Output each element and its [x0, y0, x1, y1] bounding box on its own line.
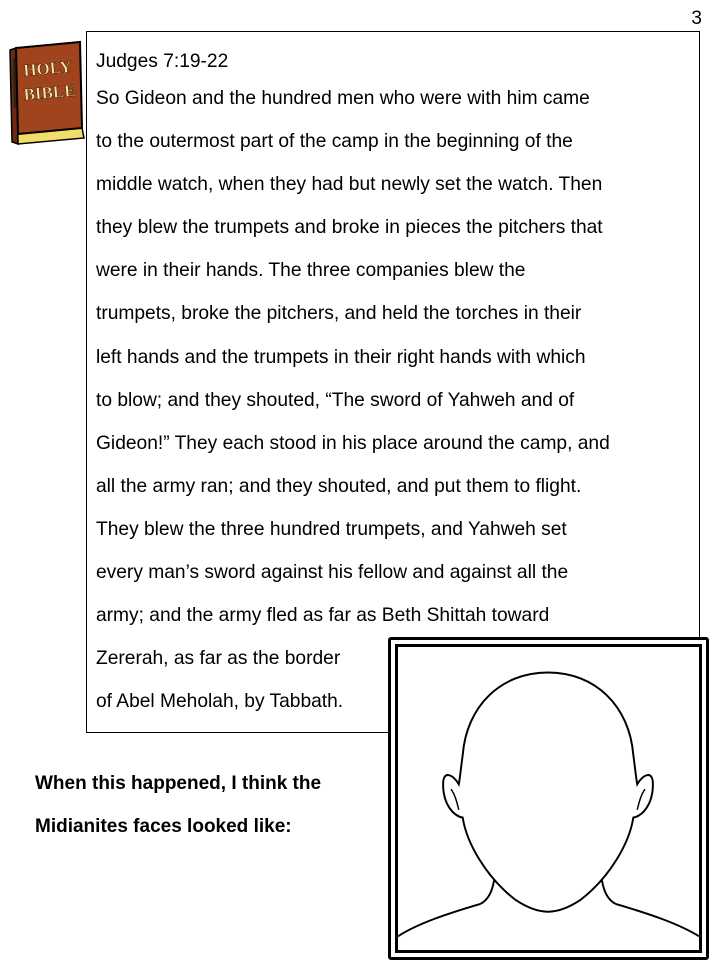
face-neck-right [602, 880, 616, 904]
face-right-ear-detail [637, 789, 645, 810]
face-shoulder-left [398, 904, 480, 936]
drawing-prompt-text: When this happened, I think the Midianites faces looked like: [35, 773, 322, 837]
blank-face-outline [398, 647, 699, 950]
scripture-reference: Judges 7:19-22 [96, 51, 229, 72]
face-shoulder-right [616, 904, 699, 936]
page-number: 3 [691, 8, 702, 29]
scripture-text: So Gideon and the hundred men who were with him came to the outermost part of the camp in the beginning of the middle watch, when they had but newly set the watch. Then they blew the trumpets and broke in pieces the pitchers that were in their hands. The three companies blew the trumpets, broke the pitchers, and held the torches in their left hands and the trumpets in their right hands with which to blow; and they shouted, “The sword of Yahweh and of Gideon!” They each stood in his place around the camp, and all the army ran; and they shouted, and put them to flight. They blew the three hundred trumpets, and Yahweh set every man’s sword against his fellow and against all the army; and the army fled as far as Beth Shittah toward Zererah, as far as the border of Abel Meholah, by Tabbath. [96, 88, 610, 713]
holy-bible-book-icon [4, 38, 90, 146]
bible-label-bible: BIBLE [22, 80, 77, 105]
bible-label-holy: HOLY [22, 56, 73, 81]
scripture-box [86, 31, 700, 733]
drawing-prompt [35, 762, 385, 848]
drawing-frame[interactable] [388, 637, 709, 960]
face-neck-left [480, 880, 494, 904]
face-head-outline [443, 672, 653, 911]
face-left-ear-detail [451, 789, 459, 810]
drawing-area[interactable] [395, 644, 702, 953]
